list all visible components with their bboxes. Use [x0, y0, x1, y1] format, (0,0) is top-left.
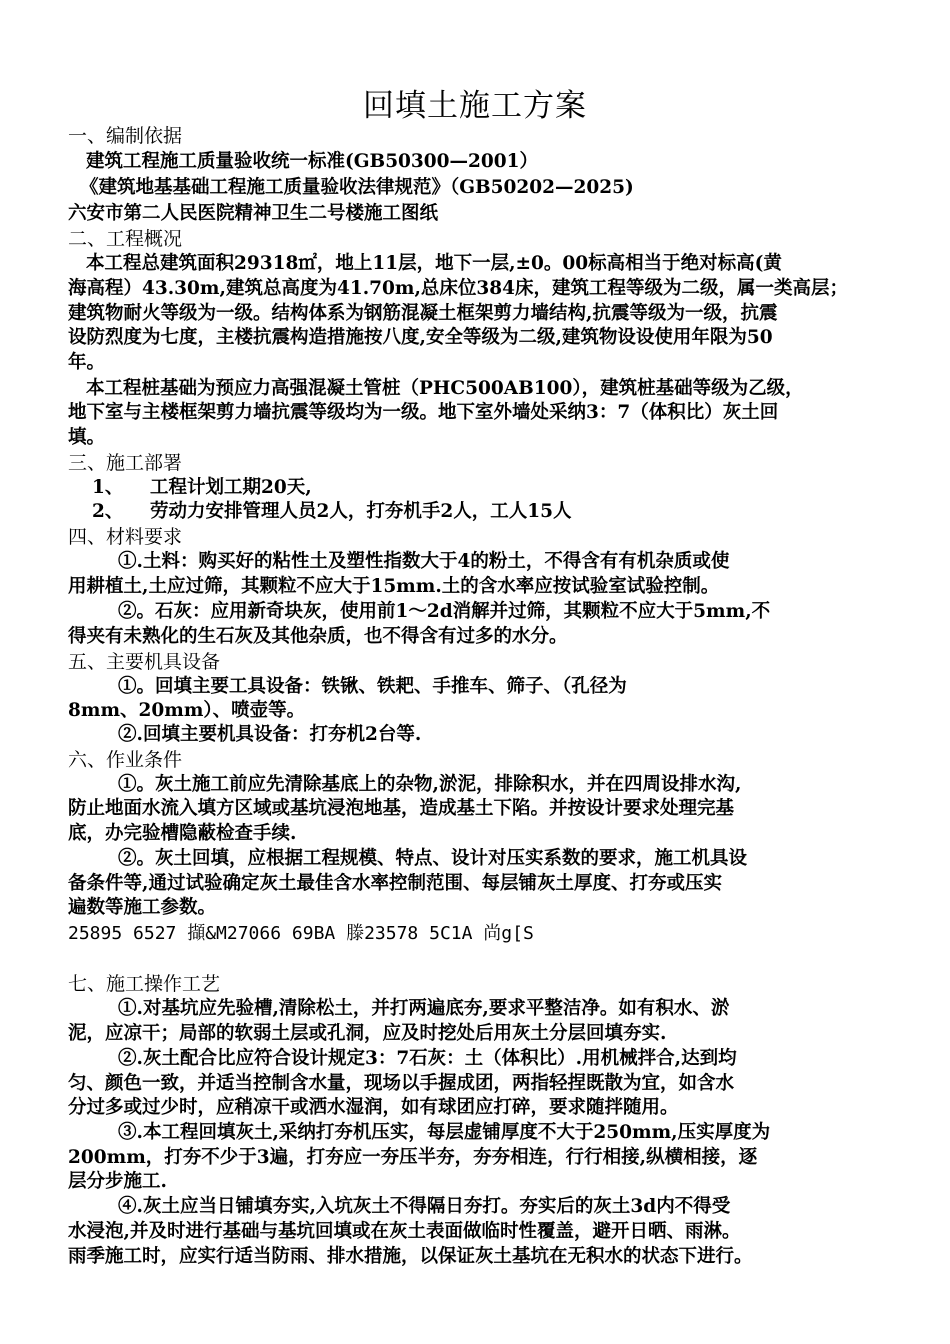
section-heading-basis: 一、编制依据	[68, 125, 183, 147]
deployment-item-number: 2、	[92, 501, 124, 522]
equipment-line: ②.回填主要机具设备：打夯机2台等.	[118, 724, 422, 745]
overview-paragraph-line: 年。	[68, 352, 106, 373]
equipment-line: ①。回填主要工具设备：铁锹、铁耙、手推车、筛子、（孔径为	[118, 676, 627, 697]
process-line: 雨季施工时，应实行适当防雨、排水措施，以保证灰土基坑在无积水的状态下进行。	[68, 1246, 753, 1267]
process-line: ③.本工程回填灰土,采纳打夯机压实，每层虚铺厚度不大于250mm,压实厚度为	[118, 1122, 771, 1143]
materials-line: 用耕植土,土应过筛，其颗粒不应大于15mm.土的含水率应按试验室试验控制。	[68, 576, 720, 597]
process-line: 层分步施工.	[68, 1171, 167, 1192]
deployment-item-text: 劳动力安排管理人员2人，打夯机手2人，工人15人	[150, 501, 572, 522]
overview-paragraph-line: 本工程桩基础为预应力高强混凝土管桩（PHC500AB100），建筑桩基础等级为乙级，	[86, 378, 804, 399]
process-line: 水浸泡,并及时进行基础与基坑回填或在灰土表面做临时性覆盖，避开日晒、雨淋。	[68, 1221, 741, 1242]
deployment-item-number: 1、	[92, 477, 124, 498]
basis-item: 建筑工程施工质量验收统一标准(GB50300—2001）	[86, 151, 539, 172]
process-line: ①.对基坑应先验槽,清除松土，并打两遍底夯,要求平整洁净。如有积水、淤	[118, 998, 730, 1019]
deployment-item-text: 工程计划工期20天,	[150, 477, 312, 498]
section-heading-conditions: 六、作业条件	[68, 749, 183, 771]
materials-line: ②。石灰：应用新奇块灰，使用前1～2d消解并过筛，其颗粒不应大于5mm,不	[118, 601, 771, 622]
conditions-line: 遍数等施工参数。	[68, 897, 217, 918]
process-line: 分过多或过少时，应稍凉干或洒水湿润，如有球团应打碎，要求随拌随用。	[68, 1097, 679, 1118]
process-line: ②.灰土配合比应符合设计规定3：7石灰：土（体积比）.用机械拌合,达到均	[118, 1048, 737, 1069]
process-line: 匀、颜色一致，并适当控制含水量，现场以手握成团，两指轻捏既散为宜，如含水	[68, 1073, 735, 1094]
conditions-line: 备条件等,通过试验确定灰土最佳含水率控制范围、每层铺灰土厚度、打夯或压实	[68, 873, 722, 894]
materials-line: 得夹有未熟化的生石灰及其他杂质，也不得含有过多的水分。	[68, 626, 568, 647]
document-title: 回填土施工方案	[363, 88, 587, 124]
process-line: 泥，应凉干；局部的软弱土层或孔洞，应及时挖处后用灰土分层回填夯实.	[68, 1023, 667, 1044]
overview-paragraph-line: 海高程）43.30m,建筑总高度为41.70m,总床位384床，建筑工程等级为二级，属一类高层；	[68, 278, 849, 299]
section-heading-process: 七、施工操作工艺	[68, 973, 221, 995]
overview-paragraph-line: 建筑物耐火等级为一级。结构体系为钢筋混凝土框架剪力墙结构,抗震等级为一级，抗震	[68, 303, 778, 324]
equipment-line: 8mm、20mm）、喷壶等。	[68, 700, 306, 721]
process-line: ④.灰土应当日铺填夯实,入坑灰土不得隔日夯打。夯实后的灰土3d内不得受	[118, 1196, 731, 1217]
materials-line: ①.土料：购买好的粘性土及塑性指数大于4的粉土，不得含有有机杂质或使	[118, 551, 730, 572]
basis-item: 《建筑地基基础工程施工质量验收法律规范》（GB50202—2025)	[80, 177, 634, 198]
conditions-line: 防止地面水流入填方区域或基坑浸泡地基，造成基土下陷。并按设计要求处理完基	[68, 798, 735, 819]
garbled-text-line: 25895 6527 擷&M27066 69BA 滕23578 5C1A 尚g[S	[68, 923, 534, 944]
section-heading-equipment: 五、主要机具设备	[68, 651, 221, 673]
conditions-line: 底，办完验槽隐蔽检查手续.	[68, 823, 297, 844]
overview-paragraph-line: 设防烈度为七度，主楼抗震构造措施按八度,安全等级为二级,建筑物设设使用年限为50	[68, 327, 773, 348]
overview-paragraph-line: 本工程总建筑面积29318㎡，地上11层，地下一层,±0。00标高相当于绝对标高(黄	[86, 253, 782, 274]
conditions-line: ①。灰土施工前应先清除基底上的杂物,淤泥，排除积水，并在四周设排水沟,	[118, 774, 742, 795]
basis-item: 六安市第二人民医院精神卫生二号楼施工图纸	[68, 203, 439, 224]
section-heading-deployment: 三、施工部署	[68, 452, 183, 474]
process-line: 200mm，打夯不少于3遍，打夯应一夯压半夯，夯夯相连，行行相接,纵横相接，逐	[68, 1147, 758, 1168]
section-heading-materials: 四、材料要求	[68, 526, 183, 548]
conditions-line: ②。灰土回填，应根据工程规模、特点、设计对压实系数的要求，施工机具设	[118, 848, 748, 869]
section-heading-overview: 二、工程概况	[68, 228, 183, 250]
overview-paragraph-line: 地下室与主楼框架剪力墙抗震等级均为一级。地下室外墙处采纳3：7（体积比）灰土回	[68, 402, 779, 423]
overview-paragraph-line: 填。	[68, 427, 106, 448]
